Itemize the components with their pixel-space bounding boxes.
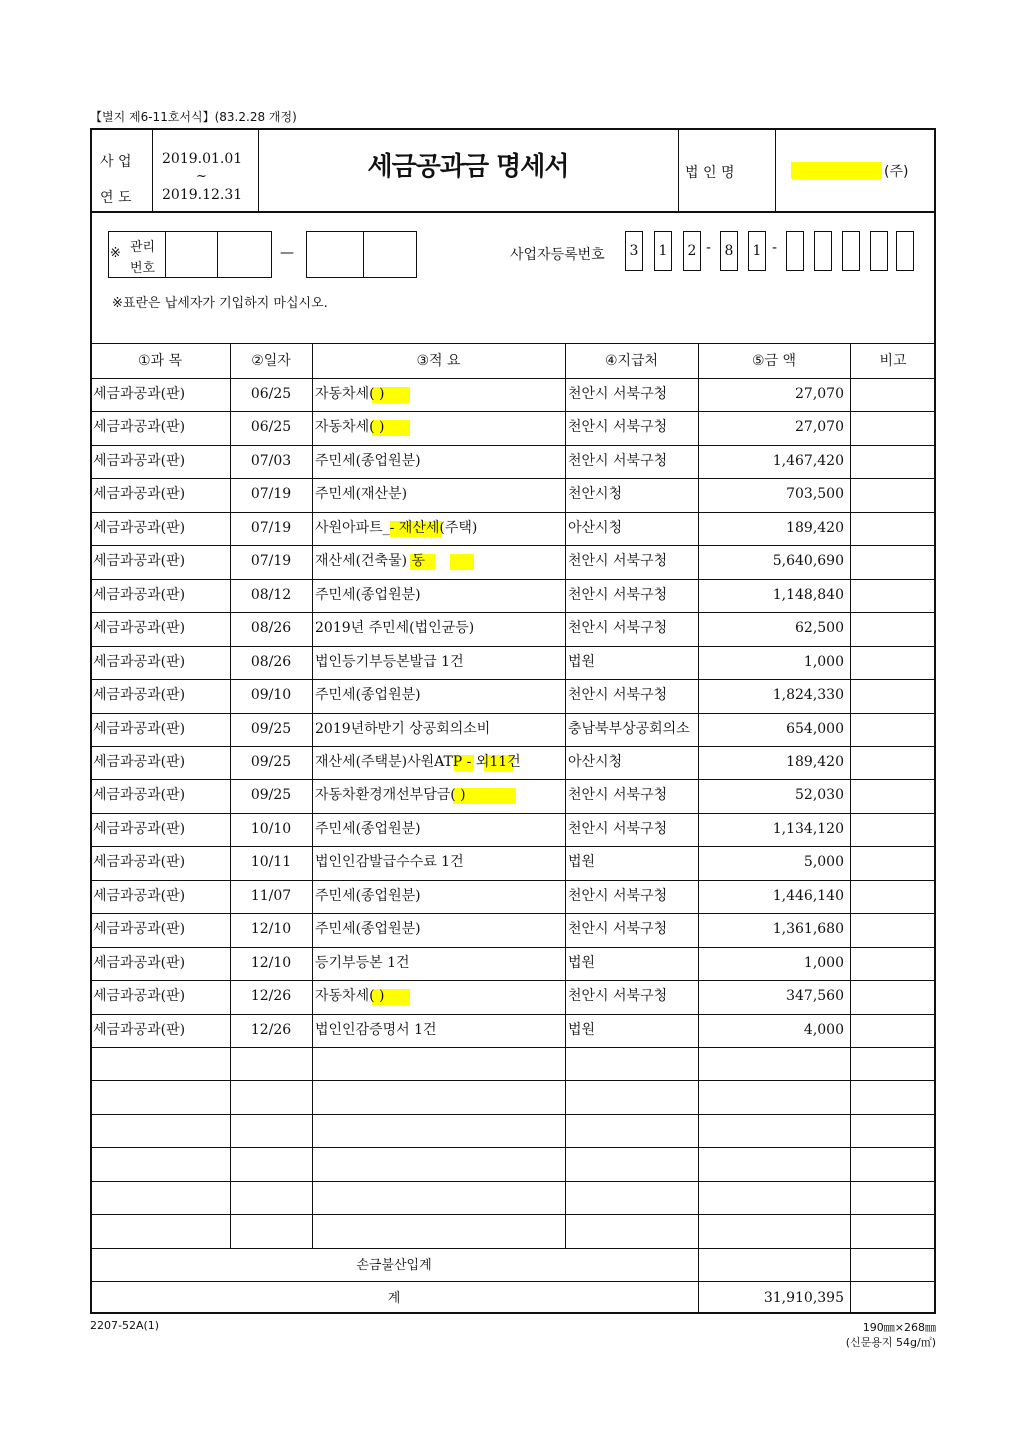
row-amount: 1,361,680 [772, 921, 844, 937]
row-date: 07/03 [250, 453, 292, 469]
row-amount: 1,446,140 [772, 888, 844, 904]
row-payee: 법원 [568, 854, 596, 870]
reg-number-label: 사업자등록번호 [510, 247, 605, 263]
row-payee: 법원 [568, 1022, 596, 1038]
header-vline-3 [678, 128, 679, 211]
row-line [90, 1181, 936, 1182]
row-payee: 법원 [568, 654, 596, 670]
row-date: 09/25 [250, 754, 292, 770]
row-subject: 세금과공과(판) [93, 754, 186, 770]
mgmt-dash: — [280, 245, 294, 261]
year-label-top: 사 업 [100, 154, 132, 170]
row-date: 06/25 [250, 419, 292, 435]
row-description: 자동차세( ) [315, 386, 385, 402]
row-subject: 세금과공과(판) [93, 787, 186, 803]
row-payee: 충남북부상공회의소 [568, 721, 690, 737]
row-date: 12/10 [250, 921, 292, 937]
grand-total-label: 계 [387, 1291, 401, 1306]
col-amount-header: ⑤금 액 [751, 353, 797, 369]
row-date: 08/12 [250, 587, 292, 603]
row-description: 주민세(종업원분) [315, 453, 421, 469]
row-description: 재산세(건축물) 동 [315, 553, 426, 569]
row-payee: 천안시 서북구청 [568, 587, 668, 603]
form-code: 2207-52A(1) [90, 1319, 160, 1332]
row-subject: 세금과공과(판) [93, 654, 186, 670]
row-payee: 천안시 서북구청 [568, 453, 668, 469]
row-payee: 천안시 서북구청 [568, 921, 668, 937]
column-line [565, 343, 566, 1248]
reg-digit-10 [896, 231, 914, 271]
nondeductible-total-label: 손금불산입계 [356, 1258, 432, 1273]
row-date: 10/11 [250, 854, 292, 870]
header-vline-1 [152, 128, 153, 211]
col-remark-header: 비고 [879, 353, 907, 369]
row-subject: 세금과공과(판) [93, 888, 186, 904]
reg-digit-5: 1 [748, 231, 766, 271]
row-description: 등기부등본 1건 [315, 955, 410, 971]
col-subject-header: ①과 목 [137, 353, 183, 369]
column-line [850, 343, 851, 1248]
row-date: 08/26 [250, 654, 292, 670]
column-line [312, 343, 313, 1248]
row-subject: 세금과공과(판) [93, 453, 186, 469]
row-line [90, 1114, 936, 1115]
row-description: 자동차세( ) [315, 988, 385, 1004]
row-subject: 세금과공과(판) [93, 955, 186, 971]
row-date: 09/25 [250, 721, 292, 737]
row-line [90, 1080, 936, 1081]
row-subject: 세금과공과(판) [93, 721, 186, 737]
row-amount: 347,560 [786, 988, 844, 1004]
period-tilde: ~ [196, 169, 207, 184]
row-subject: 세금과공과(판) [93, 921, 186, 937]
row-amount: 27,070 [795, 419, 844, 435]
mgmt-number-box-2 [306, 231, 417, 278]
row-line [90, 1147, 936, 1148]
period-end: 2019.12.31 [162, 187, 243, 203]
row-subject: 세금과공과(판) [93, 419, 186, 435]
row-payee: 천안시 서북구청 [568, 988, 668, 1004]
row-description: 주민세(종업원분) [315, 921, 421, 937]
row-subject: 세금과공과(판) [93, 988, 186, 1004]
row-description: 재산세(주택분)사원ATP - 외11건 [315, 754, 521, 770]
mgmt-sep-2 [217, 231, 218, 278]
row-description: 법인등기부등본발급 1건 [315, 654, 464, 670]
reg-digit-3: 2 [683, 231, 701, 271]
row-amount: 1,467,420 [772, 453, 844, 469]
reg-digit-8 [842, 231, 860, 271]
row-description: 주민세(종업원분) [315, 687, 421, 703]
row-subject: 세금과공과(판) [93, 587, 186, 603]
grand-total-amount: 31,910,395 [763, 1290, 844, 1306]
row-subject: 세금과공과(판) [93, 1022, 186, 1038]
row-date: 07/19 [250, 520, 292, 536]
row-description: 2019년 주민세(법인균등) [315, 620, 475, 636]
corp-name-label: 법 인 명 [685, 165, 735, 181]
row-subject: 세금과공과(판) [93, 520, 186, 536]
reg-dash-2: - [772, 240, 778, 256]
row-description: 법인인감발급수수료 1건 [315, 854, 464, 870]
corp-suffix: (주) [884, 164, 909, 180]
col-date-header: ②일자 [251, 353, 291, 369]
entry-note: ※표란은 납세자가 기입하지 마십시오. [112, 296, 328, 311]
row-amount: 62,500 [795, 620, 844, 636]
reg-digit-7 [814, 231, 832, 271]
row-payee: 천안시청 [568, 486, 623, 502]
row-date: 11/07 [250, 888, 292, 904]
row-description: 주민세(재산분) [315, 486, 408, 502]
row-amount: 1,148,840 [772, 587, 844, 603]
row-date: 10/10 [250, 821, 292, 837]
paper-type: (신문용지 54g/㎡) [845, 1336, 936, 1349]
document-title: 세금공과금 명세서 [367, 152, 569, 182]
period-start: 2019.01.01 [162, 151, 243, 167]
row-subject: 세금과공과(판) [93, 687, 186, 703]
row-description: 주민세(종업원분) [315, 821, 421, 837]
row-amount: 5,000 [803, 854, 844, 870]
row-payee: 아산시청 [568, 520, 623, 536]
row-amount: 1,824,330 [772, 687, 844, 703]
row-payee: 천안시 서북구청 [568, 620, 668, 636]
row-payee: 아산시청 [568, 754, 623, 770]
reg-digit-2: 1 [654, 231, 672, 271]
row-amount: 4,000 [803, 1022, 844, 1038]
row-payee: 천안시 서북구청 [568, 386, 668, 402]
row-line [90, 1047, 936, 1048]
row-description: 자동차세( ) [315, 419, 385, 435]
year-label-bottom: 연 도 [100, 190, 132, 206]
reg-dash-1: - [706, 240, 712, 256]
row-payee: 천안시 서북구청 [568, 787, 668, 803]
mgmt-sep-3 [363, 231, 364, 278]
row-amount: 189,420 [786, 520, 844, 536]
row-amount: 189,420 [786, 754, 844, 770]
row-subject: 세금과공과(판) [93, 553, 186, 569]
row-date: 08/26 [250, 620, 292, 636]
row-amount: 1,134,120 [772, 821, 844, 837]
row-amount: 1,000 [803, 654, 844, 670]
mgmt-label-bottom: 번호 [130, 261, 156, 276]
col-payee-header: ④지급처 [604, 353, 659, 369]
reg-digit-6 [786, 231, 804, 271]
row-description: 자동차환경개선부담금( ) [315, 787, 466, 803]
row-date: 09/10 [250, 687, 292, 703]
row-amount: 703,500 [786, 486, 844, 502]
reg-digit-4: 8 [720, 231, 738, 271]
row-line [90, 1214, 936, 1215]
row-description: 법인인감증명서 1건 [315, 1022, 437, 1038]
row-subject: 세금과공과(판) [93, 486, 186, 502]
row-payee: 법원 [568, 955, 596, 971]
header-vline-4 [775, 128, 776, 211]
reg-digit-1: 3 [625, 231, 643, 271]
row-payee: 천안시 서북구청 [568, 553, 668, 569]
row-amount: 1,000 [803, 955, 844, 971]
row-subject: 세금과공과(판) [93, 821, 186, 837]
row-date: 12/10 [250, 955, 292, 971]
row-description: 사원아파트_- 재산세(주택) [315, 520, 478, 536]
header-divider [90, 211, 936, 213]
row-date: 12/26 [250, 1022, 292, 1038]
reg-digit-9 [870, 231, 888, 271]
row-date: 09/25 [250, 787, 292, 803]
row-payee: 천안시 서북구청 [568, 888, 668, 904]
row-subject: 세금과공과(판) [93, 620, 186, 636]
row-description: 2019년하반기 상공회의소비 [315, 721, 491, 737]
row-amount: 27,070 [795, 386, 844, 402]
row-amount: 654,000 [786, 721, 844, 737]
row-description: 주민세(종업원분) [315, 888, 421, 904]
mgmt-sep-1 [165, 231, 166, 278]
row-payee: 천안시 서북구청 [568, 687, 668, 703]
row-subject: 세금과공과(판) [93, 386, 186, 402]
row-amount: 52,030 [795, 787, 844, 803]
row-amount: 5,640,690 [772, 553, 844, 569]
paper-size: 190㎜×268㎜ [862, 1321, 936, 1334]
row-date: 07/19 [250, 486, 292, 502]
row-date: 07/19 [250, 553, 292, 569]
form-label: 【별지 제6-11호서식】(83.2.28 개정) [90, 110, 297, 124]
mgmt-mark: ※ [110, 246, 121, 261]
row-date: 12/26 [250, 988, 292, 1004]
row-payee: 천안시 서북구청 [568, 821, 668, 837]
row-date: 06/25 [250, 386, 292, 402]
corp-name-redaction [791, 162, 882, 179]
mgmt-label-top: 관리 [130, 240, 156, 255]
row-description: 주민세(종업원분) [315, 587, 421, 603]
col-desc-header: ③적 요 [416, 353, 461, 369]
row-subject: 세금과공과(판) [93, 854, 186, 870]
summary-column-line [850, 1248, 851, 1314]
row-payee: 천안시 서북구청 [568, 419, 668, 435]
